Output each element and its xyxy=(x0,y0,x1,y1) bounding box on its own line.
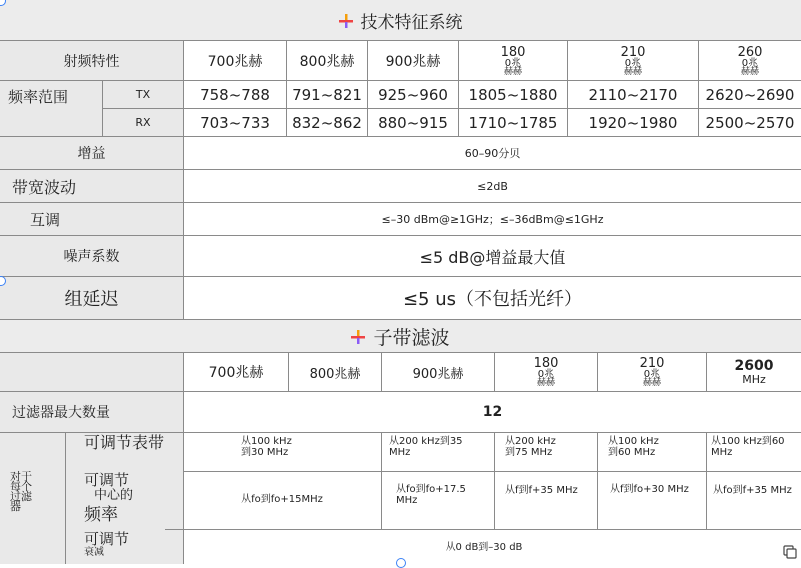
center-900: 从fo到fo+17.5 MHz xyxy=(396,484,466,506)
group-delay-label: 组延迟 xyxy=(64,289,119,310)
rx-label: RX xyxy=(135,116,151,129)
center-700-800: 从fo到fo+15MHz xyxy=(241,494,323,505)
tx-2100: 2110~2170 xyxy=(588,85,678,104)
bw-700: 从100 kHz到30 MHz xyxy=(241,436,292,458)
freq-range-label: 频率范围 xyxy=(8,87,69,106)
band-900: 900兆赫 xyxy=(385,53,441,70)
plus-spark-icon xyxy=(351,329,365,343)
band-800: 800兆赫 xyxy=(299,53,355,70)
section1-title: 技术特征系统 xyxy=(0,0,801,40)
bandwidth-ripple-value: ≤2dB xyxy=(477,179,508,193)
s2-band-700: 700兆赫 xyxy=(208,365,264,381)
max-filters-value: 12 xyxy=(482,404,503,420)
intermod-value: ≤–30 dBm@≥1GHz；≤–36dBm@≤1GHz xyxy=(381,213,604,226)
s2-band-1800: 180 0兆 赫赫 xyxy=(533,356,559,388)
bw-900: 从200 kHz到35 MHz xyxy=(389,436,463,458)
s2-header-label-bg xyxy=(0,353,183,391)
atten-label: 可调节 衰减 xyxy=(84,530,130,558)
per-filter-label: 对于 每个 过滤 器 xyxy=(10,470,32,513)
tx-900: 925~960 xyxy=(378,85,448,104)
copy-icon[interactable] xyxy=(783,544,797,558)
atten-value: 从0 dB到–30 dB xyxy=(445,541,523,553)
bw-2600: 从100 kHz到60 MHz xyxy=(711,436,785,458)
rx-700: 703~733 xyxy=(200,113,270,132)
tx-label: TX xyxy=(135,88,151,101)
s2-band-2600: 2600 MHz xyxy=(734,357,774,386)
rx-2600: 2500~2570 xyxy=(705,113,795,132)
intermod-label: 互调 xyxy=(30,210,61,229)
center-2600: 从fo到f+35 MHz xyxy=(713,485,792,496)
band-2100: 210 0兆 赫赫 xyxy=(620,44,646,77)
band-700: 700兆赫 xyxy=(207,53,263,70)
s2-band-800: 800兆赫 xyxy=(309,366,361,382)
s2-band-900: 900兆赫 xyxy=(412,366,464,382)
max-filters-label: 过滤器最大数量 xyxy=(12,405,110,421)
rx-1800: 1710~1785 xyxy=(468,113,558,132)
gain-value: 60–90分贝 xyxy=(464,147,521,160)
rx-800: 832~862 xyxy=(292,113,362,132)
noise-figure-label: 噪声系数 xyxy=(63,249,120,265)
bandwidth-adjust-label: 可调节表带 xyxy=(84,433,165,452)
bandwidth-ripple-label: 带宽波动 xyxy=(12,177,77,197)
rx-2100: 1920~1980 xyxy=(588,113,678,132)
noise-figure-value: ≤5 dB@增益最大值 xyxy=(419,247,566,267)
section2-title: 子带滤波 xyxy=(0,320,801,352)
center-1800: 从f到f+35 MHz xyxy=(505,485,578,496)
tx-700: 758~788 xyxy=(200,85,270,104)
s2-band-2100: 210 0兆 赫赫 xyxy=(639,356,665,388)
band-1800: 180 0兆 赫赫 xyxy=(500,44,526,77)
selection-handle[interactable] xyxy=(396,558,406,568)
gain-label: 增益 xyxy=(77,146,106,162)
tx-800: 791~821 xyxy=(292,85,362,104)
band-2600: 260 0兆 赫赫 xyxy=(737,44,763,77)
rx-900: 880~915 xyxy=(378,113,448,132)
tx-1800: 1805~1880 xyxy=(468,85,558,104)
group-delay-value: ≤5 us（不包括光纤） xyxy=(402,289,583,310)
plus-spark-icon xyxy=(339,13,353,27)
bw-1800: 从200 kHz到75 MHz xyxy=(505,436,556,458)
tx-2600: 2620~2690 xyxy=(705,85,795,104)
center-2100: 从f到fo+30 MHz xyxy=(610,484,689,495)
rf-characteristics-label: 射频特性 xyxy=(63,53,120,70)
bw-2100: 从100 kHz到60 MHz xyxy=(608,436,659,458)
center-freq-label: 可调节 中心的 频率 xyxy=(84,471,134,525)
